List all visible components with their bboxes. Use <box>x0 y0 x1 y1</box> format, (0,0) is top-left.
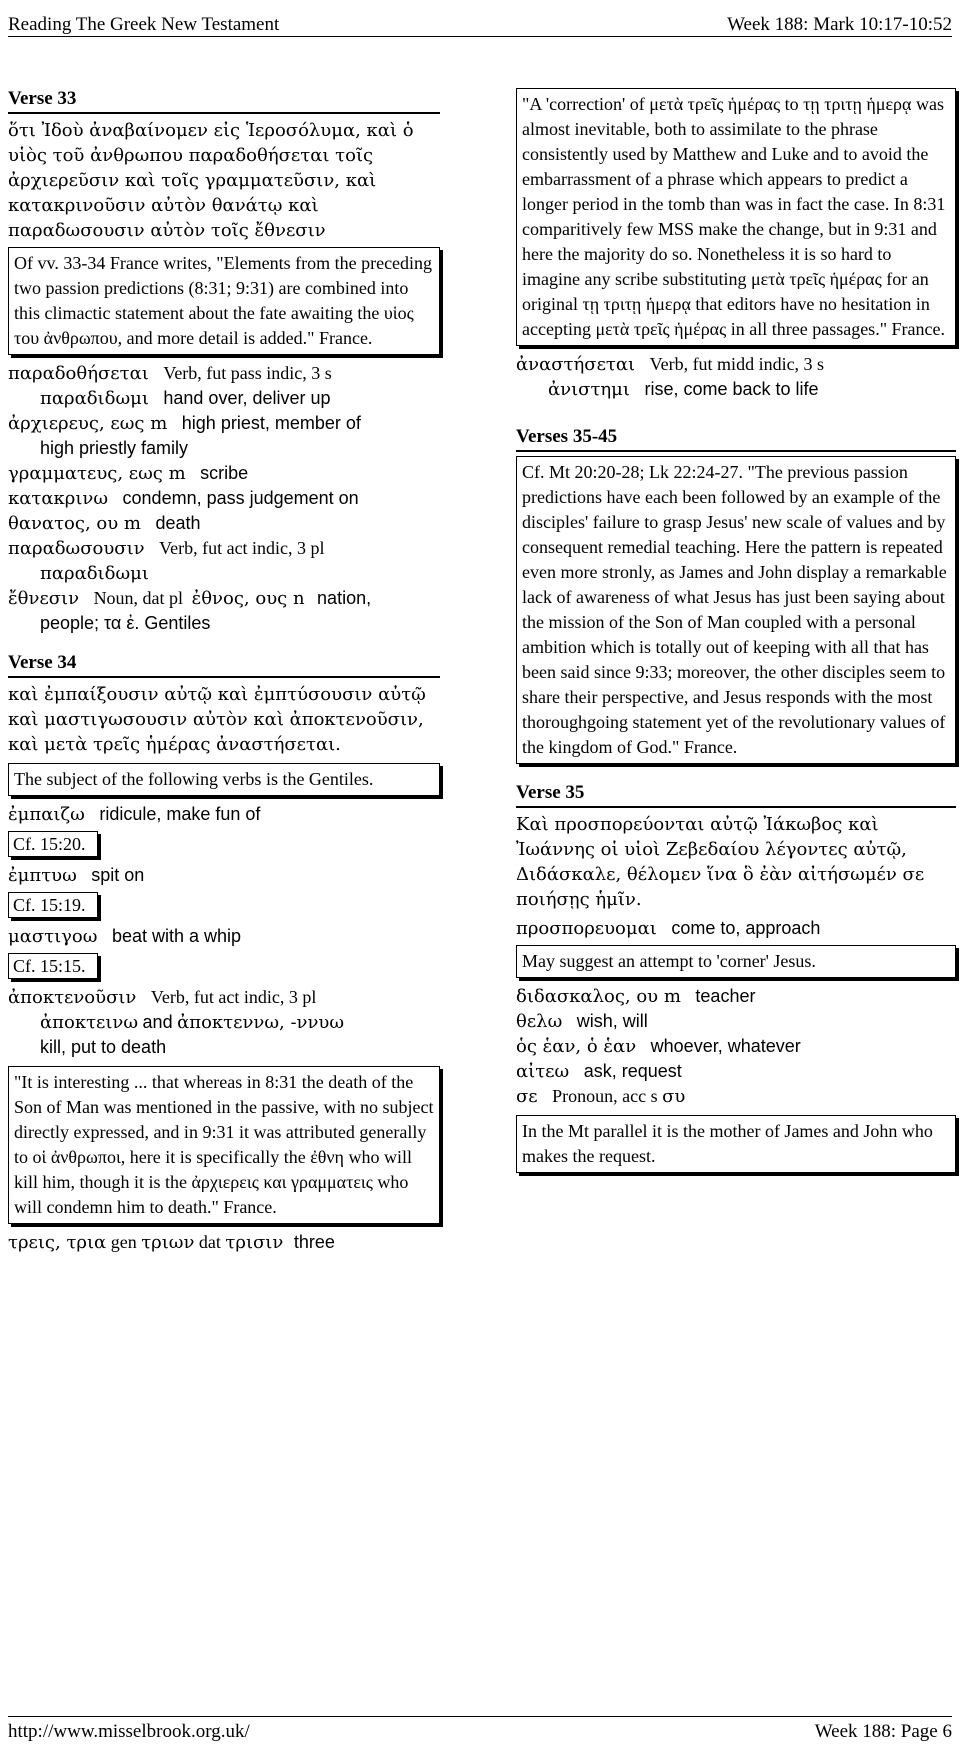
vocab-entry <box>8 985 440 1010</box>
vocab-entry <box>8 511 440 536</box>
vocab-lemma: ἀποκτεινω <box>40 1012 139 1033</box>
vocab-entry <box>516 377 956 402</box>
vocab-word: μαστιγοω <box>8 926 98 947</box>
cross-reference: Cf. 15:19. <box>8 892 98 918</box>
verse-33-note: Of vv. 33-34 France writes, "Elements from the preceding two passion predictions (8:31; 9:31) are combined into this climactic statement about the fate awaiting the υἱος του ἀνθρωπου, and more detail is added." France. <box>8 247 440 355</box>
correction-note: "A 'correction' of μετὰ τρεῖς ἡμέρας to τῃ τριτῃ ἡμερᾳ was almost inevitable, both to assimilate to the phrase consistently used by Matthew and Luke and to avoid the embarrassment of a phrase which appears to predict a longer period in the tomb than was in fact the case. In 8:31 comparitively few MSS make the change, but in 9:31 and here the majority do so. Nonetheless it is so hard to imagine any scribe substituting μετὰ τρεῖς ἡμέρας for an original τῃ τριτῃ ἡμερᾳ that editors have no hesitation in accepting μετὰ τρεῖς ἡμέρας in all three passages." France. <box>516 88 956 346</box>
vocab-definition: ask, request <box>583 1061 682 1081</box>
vocab-parsing: Verb, fut pass indic, 3 s <box>163 363 332 383</box>
vocab-entry <box>516 1034 956 1059</box>
vocab-entry <box>8 461 440 486</box>
vocab-definition: kill, put to death <box>40 1037 167 1057</box>
vocab-word: προσπορευομαι <box>516 918 657 939</box>
right-column <box>516 88 956 1179</box>
verse-35-text: Καὶ προσπορεύονται αὐτῷ Ἰάκωβος καὶ Ἰωάννης οἱ υἱοὶ Ζεβεδαίου λέγοντες αὐτῷ, Διδάσκαλε, θέλομεν ἵνα ὃ ἐὰν αἰτήσωμέν σε ποιήσῃς ἡμῖν. <box>516 814 925 910</box>
verse-33-text: ὅτι Ἰδοὺ ἀναβαίνομεν εἰς Ἱεροσόλυμα, καὶ ὁ υἱὸς τοῦ ἀνθρωπου παραδοθήσεται τοῖς ἀρχιερεῦσιν καὶ τοῖς γραμματεῦσιν, καὶ κατακρινοῦσιν αὐτὸν θανάτῳ καὶ παραδωσουσιν αὐτὸν τοῖς ἔθνεσιν <box>8 120 414 241</box>
vocab-entry <box>8 1010 440 1035</box>
left-column <box>8 88 440 1255</box>
vocab-entry <box>8 561 440 586</box>
vocab-word: διδασκαλος, ου m <box>516 986 681 1007</box>
vocab-lemma: ἀνιστημι <box>548 379 630 400</box>
vocab-word: ἀποκτενοῦσιν <box>8 987 137 1008</box>
vocab-lemma: ἐθνος, ους n <box>191 588 305 609</box>
vocab-parsing: gen <box>110 1232 137 1252</box>
vocab-word: ἀρχιερευς, εως m <box>8 413 168 434</box>
verse-34-note: The subject of the following verbs is the Gentiles. <box>8 763 440 796</box>
vocab-entry <box>8 486 440 511</box>
vocab-entry <box>8 536 440 561</box>
header-week: Week 188: Mark 10:17-10:52 <box>727 14 952 35</box>
vocab-entry <box>516 352 956 377</box>
vocab-parsing: Noun, dat pl <box>93 588 184 608</box>
vocab-entry <box>516 1009 956 1034</box>
verse-33-vocab <box>8 361 440 636</box>
page-footer <box>8 1716 952 1743</box>
vocab-definition: teacher <box>695 986 756 1006</box>
vocab-word: ἐμπαιζω <box>8 804 85 825</box>
vocab-definition: beat with a whip <box>111 926 242 946</box>
vocab-word: θανατος, ου m <box>8 513 141 534</box>
footer-page: Week 188: Page 6 <box>814 1721 952 1742</box>
vocab-definition: come to, approach <box>671 918 821 938</box>
vocab-word: κατακρινω <box>8 488 109 509</box>
vocab-word: αἰτεω <box>516 1061 570 1082</box>
vocab-word: σε <box>516 1086 538 1107</box>
vocab-definition: death <box>155 513 201 533</box>
vocab-parsing: dat <box>198 1232 221 1252</box>
vocab-definition: people; τα ἐ. Gentiles <box>40 613 211 633</box>
vocab-entry <box>8 386 440 411</box>
vocab-entry <box>516 984 956 1009</box>
vocab-conjunction: and <box>142 1012 173 1032</box>
vocab-entry <box>8 863 440 888</box>
vocab-lemma: παραδιδωμι <box>40 563 149 584</box>
verse-34-text: καὶ ἐμπαίξουσιν αὐτῷ καὶ ἐμπτύσουσιν αὐτῷ καὶ μαστιγωσουσιν αὐτὸν καὶ ἀποκτενοῦσιν, καὶ μετὰ τρεῖς ἡμέρας ἀναστήσεται. <box>8 684 426 755</box>
footer-url[interactable]: http://www.misselbrook.org.uk/ <box>8 1721 250 1742</box>
vocab-word: παραδοθήσεται <box>8 363 149 384</box>
vocab-entry <box>516 916 956 941</box>
vocab-entry <box>8 1230 440 1255</box>
vocab-definition: rise, come back to life <box>644 379 819 399</box>
vocab-entry <box>8 436 440 461</box>
vocab-entry <box>516 1059 956 1084</box>
vocab-word: παραδωσουσιν <box>8 538 145 559</box>
vocab-entry <box>8 924 440 949</box>
vocab-definition: ridicule, make fun of <box>99 804 261 824</box>
vocab-lemma: παραδιδωμι <box>40 388 149 409</box>
vocab-word: γραμματευς, εως m <box>8 463 186 484</box>
vocab-definition: spit on <box>91 865 145 885</box>
vocab-definition: high priestly family <box>40 438 189 458</box>
vocab-definition: condemn, pass judgement on <box>122 488 359 508</box>
vocab-word: θελω <box>516 1011 563 1032</box>
page-header <box>8 6 952 37</box>
verse-33-heading: Verse 33 <box>8 88 440 114</box>
vocab-entry <box>516 1084 956 1109</box>
vocab-word: ἔθνεσιν <box>8 588 80 609</box>
header-title: Reading The Greek New Testament <box>8 14 280 35</box>
vocab-entry <box>8 802 440 827</box>
vocab-parsing: Verb, fut midd indic, 3 s <box>649 354 825 374</box>
vocab-entry <box>8 1035 440 1060</box>
vocab-form: τριων <box>141 1232 195 1253</box>
vocab-word: ὁς ἑαν, ὁ ἑαν <box>516 1036 637 1057</box>
vocab-form: τρισιν <box>225 1232 284 1253</box>
prosp-note: May suggest an attempt to 'corner' Jesus. <box>516 945 956 978</box>
vocab-parsing: Verb, fut act indic, 3 pl <box>150 987 317 1007</box>
vocab-definition: three <box>293 1232 335 1252</box>
vocab-definition: wish, will <box>576 1011 648 1031</box>
cross-reference: Cf. 15:20. <box>8 831 98 857</box>
vocab-parsing: Pronoun, acc s <box>552 1086 658 1106</box>
vocab-parsing: Verb, fut act indic, 3 pl <box>159 538 325 558</box>
verse-34-heading: Verse 34 <box>8 652 440 678</box>
vocab-entry <box>8 611 440 636</box>
cross-reference: Cf. 15:15. <box>8 953 98 979</box>
vocab-definition: high priest, member of <box>181 413 361 433</box>
vocab-lemma: συ <box>662 1086 686 1107</box>
verses-35-45-note: Cf. Mt 20:20-28; Lk 22:24-27. "The previous passion predictions have each been followed by an example of the disciples' failure to grasp Jesus' new scale of values and by consequent remedial teaching. Here the pattern is repeated even more stronly, as James and John display a remarkable lack of awareness of what Jesus has just been saying about the mission of the Son of Man coupled with a personal ambition which is totally out of keeping with all that has been said since 9:33; moreover, the other disciples seem to share their perspective, and Jesus responds with the most thoroughgoing statement yet of the revolutionary values of the kingdom of God." France. <box>516 456 956 764</box>
vocab-word: ἐμπτυω <box>8 865 77 886</box>
vocab-definition: whoever, whatever <box>650 1036 801 1056</box>
verses-35-45-heading: Verses 35-45 <box>516 426 956 452</box>
vocab-lemma: ἀποκτεννω, -ννυω <box>177 1012 345 1033</box>
vocab-entry <box>8 411 440 436</box>
france-quote: "It is interesting ... that whereas in 8:31 the death of the Son of Man was mentioned in the passive, with no subject directly expressed, and in 9:31 it was attributed generally to οἱ ἀνθρωποι, here it is specifically the ἐθνη who will kill him, though it is the ἀρχιερεις και γραμματεις who will condemn him to death." France. <box>8 1066 440 1224</box>
vocab-entry <box>8 361 440 386</box>
vocab-definition: hand over, deliver up <box>163 388 331 408</box>
vocab-definition: scribe <box>200 463 249 483</box>
verse-35-heading: Verse 35 <box>516 782 956 808</box>
vocab-word: ἀναστήσεται <box>516 354 636 375</box>
vocab-entry <box>8 586 440 611</box>
vocab-word: τρεις, τρια <box>8 1232 107 1253</box>
vocab-definition: nation, <box>317 588 372 608</box>
mt-parallel-note: In the Mt parallel it is the mother of James and John who makes the request. <box>516 1115 956 1173</box>
